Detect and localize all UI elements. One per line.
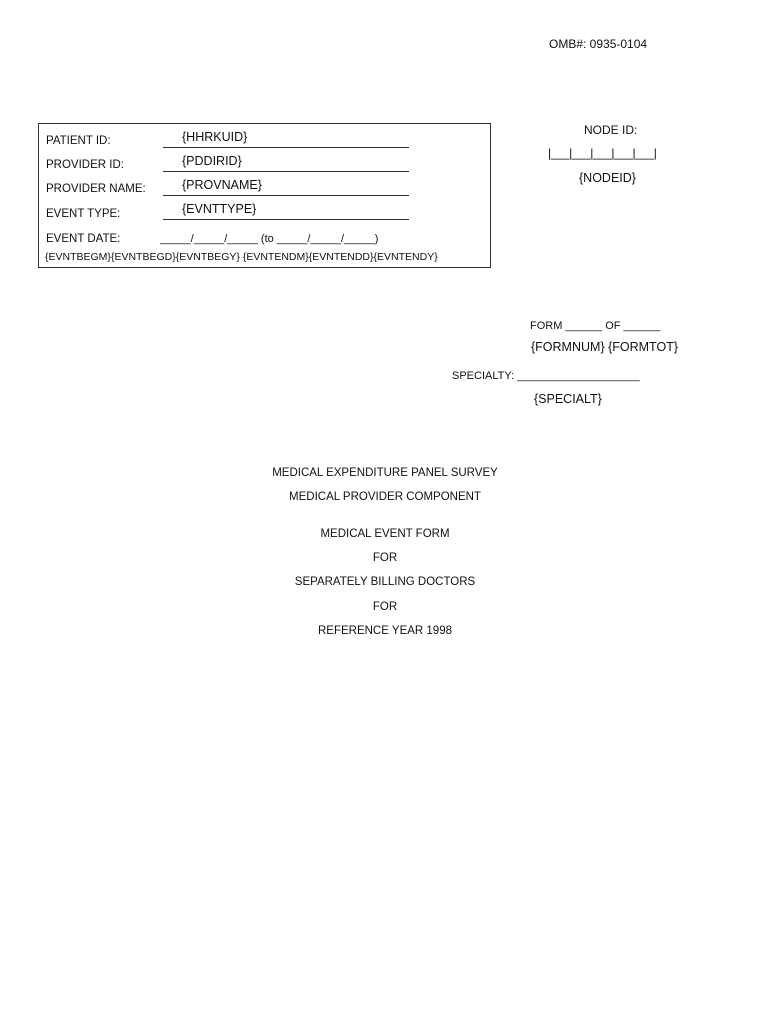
node-id-value: {NODEID} [579,171,636,185]
form-title: MEDICAL EVENT FORM [320,528,450,540]
provider-name-line [163,195,409,196]
title-billing-doctors: SEPARATELY BILLING DOCTORS [294,576,476,588]
event-type-line [163,219,409,220]
event-date-label: EVENT DATE: [46,233,121,245]
specialty-label: SPECIALTY: ____________________ [452,370,640,382]
title-reference-year: REFERENCE YEAR 1998 [317,625,452,637]
provider-name-value: {PROVNAME} [182,178,262,192]
provider-id-line [163,171,409,172]
survey-title: MEDICAL EXPENDITURE PANEL SURVEY [272,467,498,479]
title-for-2: FOR [372,601,398,613]
title-for-1: FOR [372,552,398,564]
provider-id-value: {PDDIRID} [182,154,242,168]
node-id-boxes: |___|___|___|___|___| [548,146,657,160]
patient-id-value: {HHRKUID} [182,130,248,144]
patient-info-box [38,123,491,268]
provider-id-label: PROVIDER ID: [46,159,124,171]
patient-id-line [163,147,409,148]
component-title: MEDICAL PROVIDER COMPONENT [289,491,481,503]
event-type-value: {EVNTTYPE} [182,202,257,216]
node-id-label: NODE ID: [584,123,638,137]
omb-number: OMB#: 0935-0104 [549,37,648,51]
specialty-value: {SPECIALT} [534,392,602,406]
form-count-vars: {FORMNUM} {FORMTOT} [531,340,679,354]
event-date-vars: {EVNTBEGM}{EVNTBEGD}{EVNTBEGY} {EVNTENDM}{EVNTENDD}{EVNTENDY} [45,251,438,263]
provider-name-label: PROVIDER NAME: [46,183,146,195]
event-date-blanks: _____/_____/_____ (to _____/_____/_____) [160,233,379,245]
patient-id-label: PATIENT ID: [46,135,111,147]
event-type-label: EVENT TYPE: [46,208,121,220]
form-count: FORM ______ OF ______ [530,320,661,332]
